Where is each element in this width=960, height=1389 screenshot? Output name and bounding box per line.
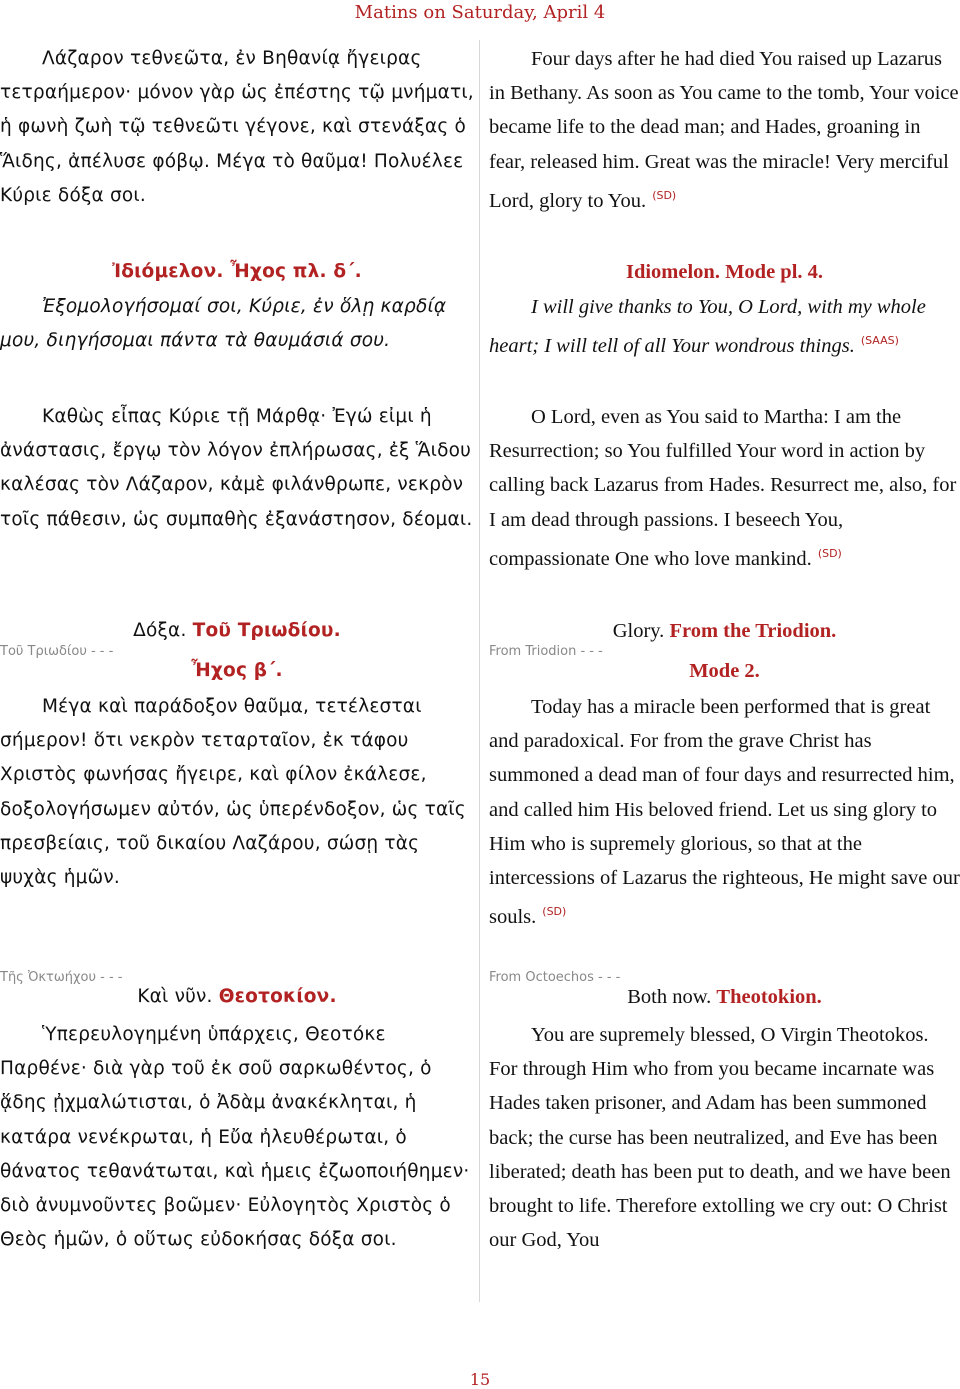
english-hymn-martha: O Lord, even as You said to Martha: I am the Resurrection; so You fulfilled Your word in action by calling back Lazarus from Hades. Resurrect me, also, for I am dead through passions. I beseech You, compassionate One who love mankind. $^{(SD)}$ bbox=[489, 406, 957, 570]
english-both-now-heading: Both now. Theotokion. bbox=[627, 986, 822, 1008]
english-octoechos-note: From Octoechos - - - bbox=[489, 970, 621, 985]
greek-idiomelon-heading: Ἰδιόμελον. Ἦχος πλ. δ΄. bbox=[112, 261, 362, 282]
greek-mode2-heading: Ἦχος β΄. bbox=[191, 660, 283, 681]
english-hymn-lazarus bbox=[489, 42, 960, 218]
column-divider bbox=[479, 40, 480, 1302]
source-ref: (SD) bbox=[542, 905, 567, 919]
english-glory-heading: Glory. From the Triodion. bbox=[612, 620, 837, 642]
english-hymn-miracle: Today has a miracle been performed that is great and paradoxical. For from the grave Christ has summoned a dead man of four days and resurrected him, and called him His beloved friend. Let us sing glory to Him who is supremely glorious, so that at the intercessions of Lazarus the righteous, He might save our souls. $^{(SD)}$ bbox=[489, 696, 960, 929]
greek-theotokion: Ὑπερευλογημένη ὑπάρχεις, Θεοτόκε Παρθένε· διὰ γὰρ τοῦ ἐκ σοῦ σαρκωθέντος, ὁ ᾅδης ᾐχμαλώτισται, ὁ Ἀδὰμ ἀνακέκληται, ἡ κατάρα νενέκρωται, ἡ Εὔα ἠλευθέρωται, ὁ θάνατος τεθανάτωται, καὶ ἡμεις ἐζωοποιήθημεν· διὸ ἀνυμνοῦντες βοῶμεν· Εὐλογητὸς Χριστὸς ὁ Θεὸς ἡμῶν, ὁ οὕτως εὐδοκήσας δόξα σοι. bbox=[0, 1024, 470, 1251]
page-header: Matins on Saturday, April 4 bbox=[354, 2, 606, 23]
english-mode2-heading: Mode 2. bbox=[689, 660, 760, 682]
greek-glory-heading: Δόξα. Τοῦ Τριωδίου. bbox=[133, 620, 341, 641]
greek-paragraph-1: Λάζαρον τεθνεῶτα, ἐν Βηθανίᾳ ἤγειρας τετραήμερον· μόνον γὰρ ὡς ἐπέστης τῷ μνήματι, ἡ φωνὴ ζωὴ τῷ τεθνεῶτι γέγονε, καὶ στενάξας ὁ Ἅιδης, ἀπέλυσε φόβῳ. Μέγα τὸ θαῦμα! Πολυέλεε Κύριε δόξα σοι. bbox=[0, 48, 474, 206]
greek-verse: Ἐξομολογήσομαί σοι, Κύριε, ἐν ὅλῃ καρδίᾳ μου, διηγήσομαι πάντα τὰ θαυμάσιά σου. bbox=[0, 296, 447, 352]
greek-hymn-lazarus bbox=[0, 42, 474, 213]
greek-both-now-heading: Καὶ νῦν. Θεοτοκίον. bbox=[137, 986, 337, 1007]
page-number: 15 bbox=[469, 1370, 491, 1389]
source-ref: (SD) bbox=[817, 546, 842, 560]
greek-hymn-martha: Καθὼς εἶπας Κύριε τῇ Μάρθᾳ· Ἐγώ εἰμι ἡ ἀνάστασις, ἔργῳ τὸν λόγον ἐπλήρωσας, ἐξ Ἅιδου καλέσας τὸν Λάζαρον, κἀμὲ φιλάνθρωπε, νεκρὸν τοῖς πάθεσιν, ὡς συμπαθὴς ἐξανάστησον, δέομαι. bbox=[0, 406, 473, 530]
english-paragraph-1: Four days after he had died You raised up Lazarus in Bethany. As soon as You came to the tomb, Your voice became life to the dead man; and Hades, groaning in fear, released him. Great was the miracle! Very merciful Lord, glory to You. $^{(SD)}$ bbox=[489, 48, 959, 212]
greek-octoechos-note: Τῆς Ὀκτωήχου - - - bbox=[0, 970, 123, 985]
english-verse: I will give thanks to You, O Lord, with my whole heart; I will tell of all Your wondrous things. $^{(SAAS)}$ bbox=[489, 296, 926, 358]
english-idiomelon-heading: Idiomelon. Mode pl. 4. bbox=[625, 261, 824, 283]
english-triodion-note: From Triodion - - - bbox=[489, 644, 603, 659]
greek-triodion-note: Τοῦ Τριωδίου - - - bbox=[0, 644, 114, 659]
source-ref: (SD) bbox=[652, 188, 677, 202]
english-theotokion: You are supremely blessed, O Virgin Theotokos. For through Him who from you became incarnate was Hades taken prisoner, and Adam has been summoned back; the curse has been neutralized, and Eve has been liberated; death has been put to death, and we have been brought to life. Therefore extolling we cry out: O Christ our God, You bbox=[489, 1024, 951, 1252]
greek-column bbox=[0, 40, 474, 1302]
source-ref: (SAAS) bbox=[860, 334, 899, 348]
english-column bbox=[489, 40, 960, 1302]
greek-hymn-miracle: Μέγα καὶ παράδοξον θαῦμα, τετέλεσται σήμερον! ὅτι νεκρὸν τεταρταῖον, ἐκ τάφου Χριστὸς φωνήσας ἤγειρε, καὶ φίλον ἐκάλεσε, δοξολογήσωμεν αὐτόν, ὡς ὑπερένδοξον, ὡς ταῖς πρεσβείαις, τοῦ δικαίου Λαζάρου, σώσῃ τὰς ψυχὰς ἡμῶν. bbox=[0, 696, 466, 889]
